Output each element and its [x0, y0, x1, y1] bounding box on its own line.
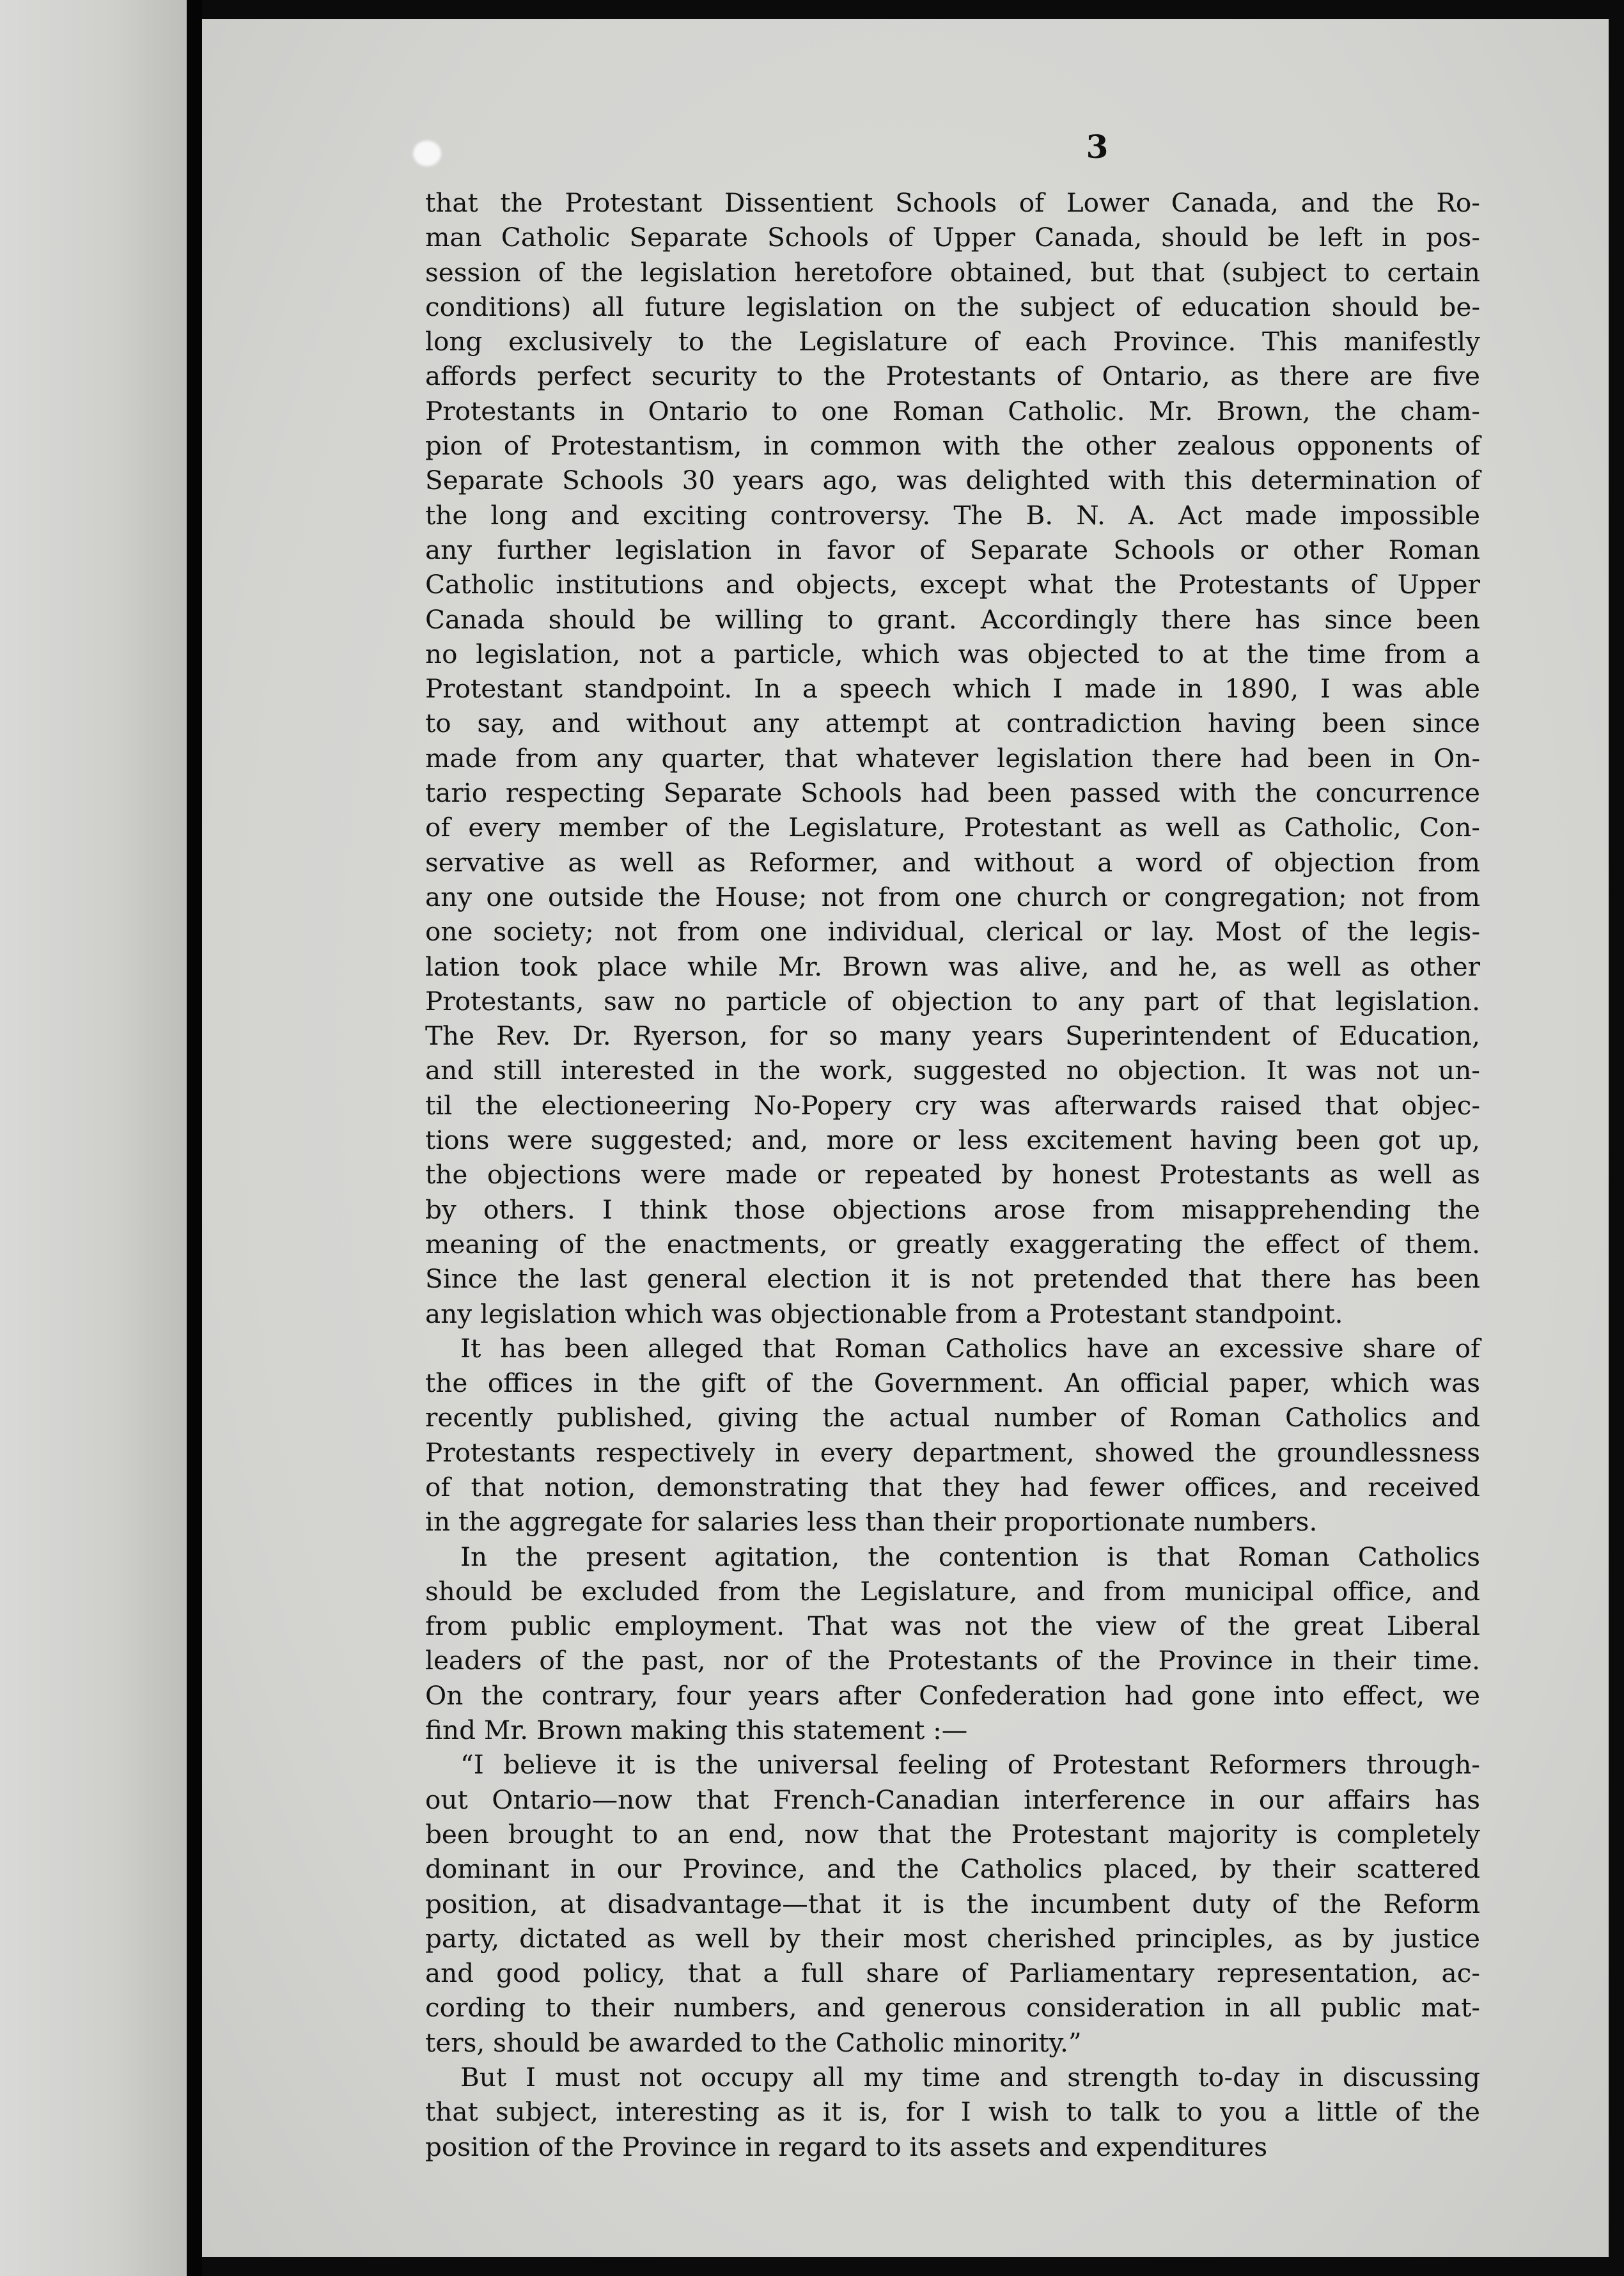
text-line: “I believe it is the universal feeling of Protestant Reformers through-	[460, 1749, 1480, 1781]
text-line: tions were suggested; and, more or less excitement having been got up,	[425, 1125, 1480, 1156]
paragraph	[425, 2060, 1480, 2164]
text-line: of that notion, demonstrating that they had fewer offices, and received	[425, 1471, 1480, 1502]
text-line: Since the last general election it is not pretended that there has been	[425, 1263, 1480, 1295]
text-line: of every member of the Legislature, Protestant as well as Catholic, Con-	[425, 812, 1480, 843]
text-line: any further legislation in favor of Separate Schools or other Roman	[425, 534, 1480, 565]
text-line: the long and exciting controversy. The B. N. A. Act made impossible	[425, 499, 1480, 531]
text-line: made from any quarter, that whatever legislation there had been in On-	[425, 742, 1480, 774]
text-line: by others. I think those objections arose from misapprehending the	[425, 1194, 1480, 1225]
text-line: ters, should be awarded to the Catholic minority.”	[425, 2027, 1082, 2058]
paragraph	[425, 1331, 1480, 1539]
text-line: find Mr. Brown making this statement :—	[425, 1715, 968, 1746]
paper-blemish	[413, 141, 441, 166]
paragraph	[425, 185, 1480, 1331]
text-line: position of the Province in regard to its assets and expenditures	[425, 2131, 1268, 2162]
text-line: that the Protestant Dissentient Schools of Lower Canada, and the Ro-	[425, 187, 1480, 218]
text-line: the objections were made or repeated by honest Protestants as well as	[425, 1159, 1480, 1190]
text-line: pion of Protestantism, in common with the other zealous opponents of	[425, 430, 1480, 462]
text-line: and still interested in the work, suggested no objection. It was not un-	[425, 1055, 1480, 1086]
text-line: servative as well as Reformer, and without a word of objection from	[425, 846, 1480, 878]
text-line: til the electioneering No-Popery cry was afterwards raised that objec-	[425, 1089, 1480, 1121]
text-line: affords perfect security to the Protestants of Ontario, as there are five	[425, 361, 1480, 392]
text-line: Canada should be willing to grant. Accordingly there has since been	[425, 604, 1480, 635]
facing-page-edge	[0, 0, 187, 2276]
text-line: party, dictated as well by their most cherished principles, as by justice	[425, 1922, 1480, 1954]
text-line: been brought to an end, now that the Protestant majority is completely	[425, 1818, 1480, 1850]
text-line: the offices in the gift of the Government. An official paper, which was	[425, 1368, 1480, 1399]
body-text	[425, 185, 1480, 2164]
text-line: Catholic institutions and objects, except what the Protestants of Upper	[425, 569, 1480, 600]
text-line: But I must not occupy all my time and strength to-day in discussing	[460, 2062, 1480, 2093]
text-line: meaning of the enactments, or greatly exaggerating the effect of them.	[425, 1228, 1480, 1259]
text-line: recently published, giving the actual number of Roman Catholics and	[425, 1402, 1480, 1433]
text-line: any legislation which was objectionable from a Protestant standpoint.	[425, 1298, 1343, 1329]
paragraph	[425, 1539, 1480, 1748]
text-line: man Catholic Separate Schools of Upper Canada, should be left in pos-	[425, 222, 1480, 253]
text-line: any one outside the House; not from one church or congregation; not from	[425, 881, 1480, 912]
text-line: cording to their numbers, and generous consideration in all public mat-	[425, 1992, 1480, 2023]
text-line: that subject, interesting as it is, for I wish to talk to you a little of the	[425, 2096, 1480, 2128]
text-line: tario respecting Separate Schools had been passed with the concurrence	[425, 777, 1480, 809]
text-line: position, at disadvantage—that it is the incumbent duty of the Reform	[425, 1888, 1480, 1919]
text-line: In the present agitation, the contention is that Roman Catholics	[460, 1541, 1480, 1572]
text-line: in the aggregate for salaries less than their proportionate numbers.	[425, 1506, 1318, 1538]
text-line: long exclusively to the Legislature of each Province. This manifestly	[425, 326, 1480, 357]
text-line: should be excluded from the Legislature, and from municipal office, and	[425, 1575, 1480, 1607]
text-line: session of the legislation heretofore obtained, but that (subject to certain	[425, 256, 1480, 288]
text-line: leaders of the past, nor of the Protestants of the Province in their time.	[425, 1645, 1480, 1676]
text-line: conditions) all future legislation on the subject of education should be-	[425, 291, 1480, 322]
text-line: Protestants respectively in every department, showed the groundlessness	[425, 1437, 1480, 1468]
text-line: Protestants in Ontario to one Roman Catholic. Mr. Brown, the cham-	[425, 395, 1480, 426]
page-number: 3	[1086, 128, 1109, 166]
text-line: The Rev. Dr. Ryerson, for so many years Superintendent of Education,	[425, 1020, 1480, 1052]
text-line: Protestant standpoint. In a speech which I made in 1890, I was able	[425, 673, 1480, 705]
text-line: Protestants, saw no particle of objection to any part of that legislation.	[425, 985, 1480, 1017]
text-line: out Ontario—now that French-Canadian interference in our affairs has	[425, 1784, 1480, 1815]
text-line: one society; not from one individual, clerical or lay. Most of the legis-	[425, 916, 1480, 947]
text-line: It has been alleged that Roman Catholics have an excessive share of	[460, 1332, 1480, 1364]
paragraph	[425, 1747, 1480, 2060]
binding-gutter	[187, 0, 202, 2276]
text-line: Separate Schools 30 years ago, was delighted with this determination of	[425, 465, 1480, 496]
text-line: no legislation, not a particle, which was objected to at the time from a	[425, 638, 1480, 669]
text-line: to say, and without any attempt at contradiction having been since	[425, 708, 1480, 739]
text-line: lation took place while Mr. Brown was alive, and he, as well as other	[425, 951, 1480, 982]
text-line: On the contrary, four years after Confederation had gone into effect, we	[425, 1680, 1480, 1711]
text-line: dominant in our Province, and the Catholics placed, by their scattered	[425, 1853, 1480, 1885]
text-line: and good policy, that a full share of Parliamentary representation, ac-	[425, 1958, 1480, 1989]
text-line: from public employment. That was not the view of the great Liberal	[425, 1610, 1480, 1642]
